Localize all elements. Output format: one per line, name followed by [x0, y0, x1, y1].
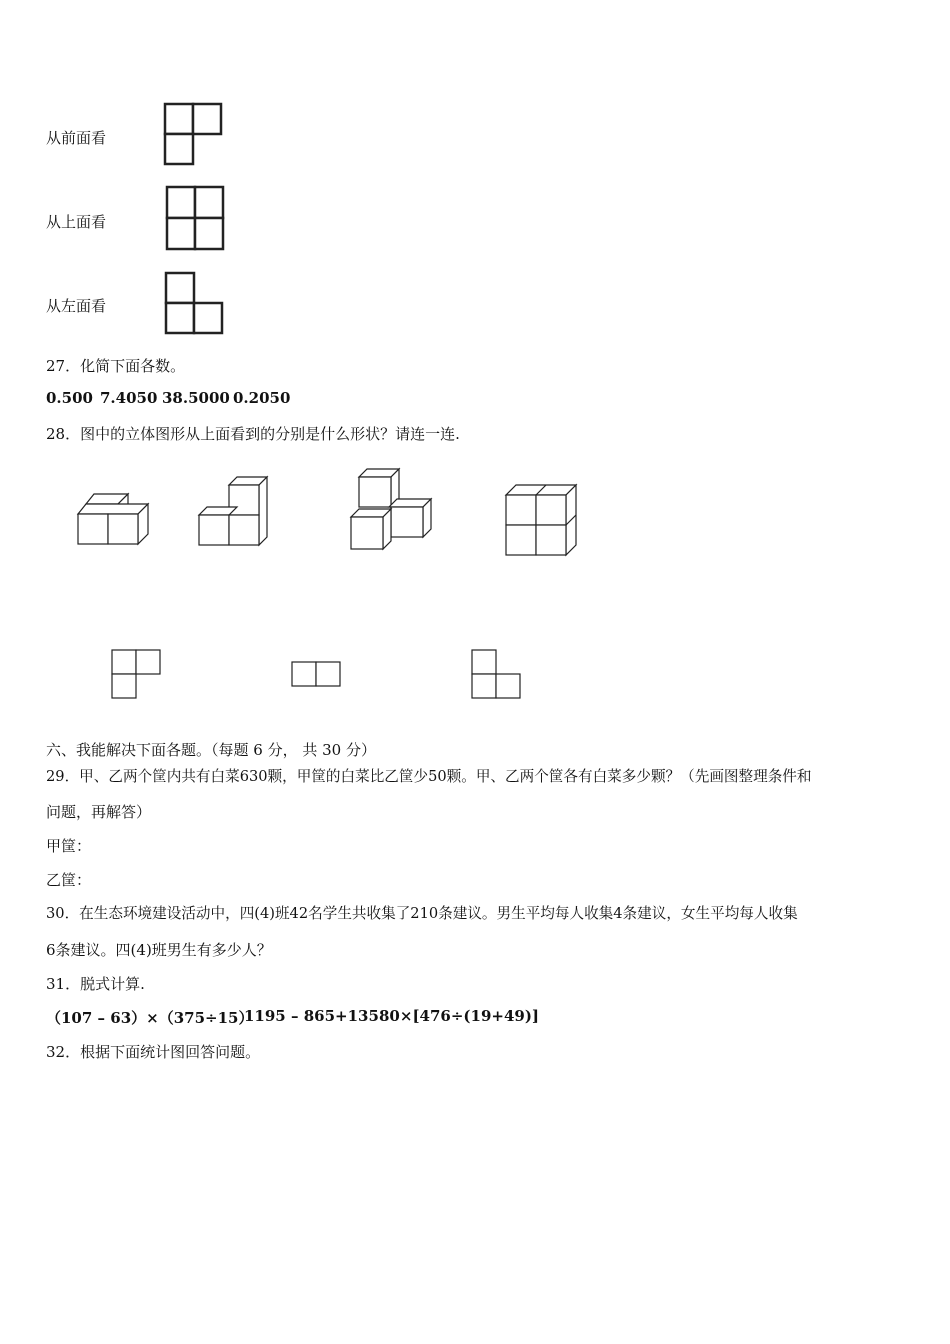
q29-line-2: 问题，再解答）	[46, 803, 152, 821]
q31-expr-2: 1195 – 865+135	[244, 1007, 379, 1025]
q28-title: 28．图中的立体图形从上面看到的分别是什么形状？请连一连.	[46, 425, 460, 443]
q29-yi-label: 乙筐：	[46, 871, 92, 889]
q27-number-4: 0.2050	[233, 389, 291, 407]
q30-line-2: 6条建议。四(4)班男生有多少人？	[46, 941, 272, 959]
solid-figure-2	[197, 475, 273, 549]
top-view-option-1	[111, 649, 165, 701]
left-view-diagram	[164, 271, 226, 335]
q27-title: 27．化简下面各数。	[46, 357, 186, 375]
section-6-title: 六、我能解决下面各题。（每题 6 分， 共 30 分）	[46, 741, 376, 759]
top-view-label: 从上面看	[46, 213, 107, 231]
q27-number-1: 0.500	[46, 389, 93, 407]
q32-title: 32．根据下面统计图回答问题。	[46, 1043, 261, 1061]
solid-figure-3	[349, 467, 435, 553]
q30-line-1: 30．在生态环境建设活动中，四(4)班42名学生共收集了210条建议。男生平均每人收集4条建议，女生平均每人收集	[46, 905, 798, 922]
front-view-diagram	[163, 102, 225, 166]
top-view-option-2	[291, 661, 345, 689]
top-view-option-3	[471, 649, 525, 701]
q31-expr-3: 80×[476÷(19+49)]	[379, 1007, 540, 1025]
q31-title: 31．脱式计算.	[46, 975, 145, 993]
q27-number-2: 7.4050	[100, 389, 158, 407]
q31-expr-1: （107 – 63）×（375÷15）	[46, 1009, 254, 1027]
left-view-label: 从左面看	[46, 297, 107, 315]
q29-line-1: 29．甲、乙两个筐内共有白菜630颗，甲筐的白菜比乙筐少50颗。甲、乙两个筐各有白菜多少颗？（先画图整理条件和	[46, 768, 812, 785]
front-view-label: 从前面看	[46, 129, 107, 147]
q27-number-3: 38.5000	[162, 389, 230, 407]
solid-figure-4	[504, 483, 580, 559]
top-view-diagram	[165, 185, 227, 251]
solid-figure-1	[76, 492, 152, 546]
q29-jia-label: 甲筐：	[46, 837, 92, 855]
